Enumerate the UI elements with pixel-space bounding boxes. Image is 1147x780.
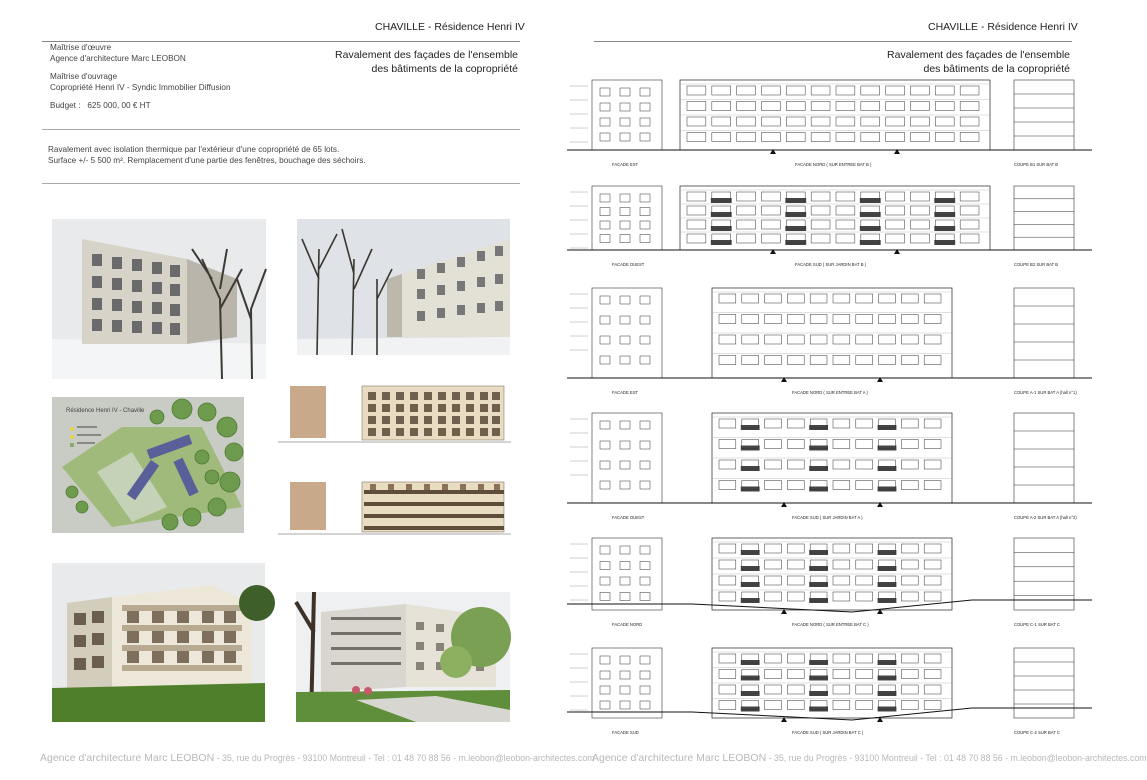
elevation-drawing: [552, 280, 1103, 405]
elevation-drawing: [552, 72, 1103, 177]
page-title: CHAVILLE - Résidence Henri IV: [928, 21, 1078, 33]
budget-line: [50, 101, 231, 112]
right-page: [552, 0, 1147, 780]
drawing-label: COUPE C-2 SUR BAT C: [1014, 730, 1060, 735]
drawing-label: FACADE OUEST: [612, 515, 645, 520]
drawing-label: COUPE C-1 SUR BAT C: [1014, 622, 1060, 627]
elevation-drawing: [552, 530, 1103, 637]
building-photo-renovated: [52, 563, 265, 722]
site-plan-image: [52, 397, 244, 533]
drawing-label: FACADE SUD: [612, 730, 639, 735]
budget-label: Budget :: [50, 101, 81, 110]
elevation-color-north: [278, 380, 511, 458]
drawing-label: FACADE NORD ( SUR ENTREE BAT A ): [792, 390, 868, 395]
drawing-label: FACADE SUD ( SUR JARDIN BAT A ): [792, 515, 863, 520]
mo-value: Copropriété Henri IV - Syndic Immobilier Diffusion: [50, 82, 231, 92]
footer-agency: Agence d'architecture Marc LEOBON: [592, 752, 767, 764]
drawing-label: COUPE A-2 SUR BAT A (hall n°2): [1014, 515, 1077, 520]
drawing-label: FACADE SUD ( SUR JARDIN BAT B ): [795, 262, 867, 267]
drawing-label: FACADE NORD ( SUR ENTREE BAT B ): [795, 162, 872, 167]
drawing-label: FACADE EST: [612, 162, 639, 167]
description-rule: [42, 183, 520, 184]
elevation-color-south: [278, 476, 511, 548]
budget-value: 625 000, 00 € HT: [87, 101, 151, 110]
description-line2: Surface +/- 5 500 m². Remplacement d'une partie des fenêtres, bouchage des séchoirs.: [48, 156, 366, 165]
building-photo-spring: [296, 592, 510, 722]
subtitle: [300, 49, 518, 76]
elevation-drawing: [552, 178, 1103, 277]
drawing-label: FACADE NORD: [612, 622, 643, 627]
header-rule: [594, 41, 1072, 42]
footer-agency: Agence d'architecture Marc LEOBON: [40, 752, 215, 764]
building-photo-winter: [52, 219, 266, 379]
elevation-drawing: [552, 405, 1103, 530]
page-title: CHAVILLE - Résidence Henri IV: [375, 21, 525, 33]
elevation-drawing: [552, 640, 1103, 745]
mo-label: Maîtrise d'ouvrage: [50, 72, 118, 81]
description-line1: Ravalement avec isolation thermique par l'extérieur d'une copropriété de 65 lots.: [48, 145, 340, 154]
project-info: [50, 43, 231, 112]
drawing-label: COUPE A-1 SUR BAT A (hall n°1): [1014, 390, 1077, 395]
subtitle-line1: Ravalement des façades de l'ensemble: [887, 49, 1070, 61]
footer-address: - 35, rue du Progrès - 93100 Montreuil - Tel : 01 48 70 88 56 - m.leobon@leobon-architectes.com: [766, 753, 1147, 763]
header-rule: [42, 41, 520, 42]
moe-value: Agence d'architecture Marc LEOBON: [50, 53, 186, 63]
footer-address: - 35, rue du Progrès - 93100 Montreuil - Tel : 01 48 70 88 56 - m.leobon@leobon-architectes.com: [214, 753, 595, 763]
drawing-label: FACADE SUD ( SUR JARDIN BAT C ): [792, 730, 864, 735]
subtitle-line1: Ravalement des façades de l'ensemble: [335, 49, 518, 61]
building-photo-path: [297, 219, 510, 355]
drawing-label: COUPE B1 SUR BAT B: [1014, 162, 1059, 167]
drawing-label: FACADE EST: [612, 390, 639, 395]
drawing-label: COUPE B2 SUR BAT B: [1014, 262, 1059, 267]
drawing-label: FACADE NORD ( SUR ENTREE BAT C ): [792, 622, 869, 627]
subtitle-line2: des bâtiments de la copropriété: [923, 62, 1070, 75]
footer-right: [592, 752, 1147, 764]
info-rule: [42, 129, 520, 130]
site-plan-title: Résidence Henri IV - Chaville: [66, 408, 145, 414]
drawing-label: FACADE OUEST: [612, 262, 645, 267]
subtitle-line2: des bâtiments de la copropriété: [371, 62, 518, 75]
project-description: [48, 144, 366, 166]
footer-left: [40, 752, 595, 764]
moe-label: Maîtrise d'œuvre: [50, 43, 112, 52]
